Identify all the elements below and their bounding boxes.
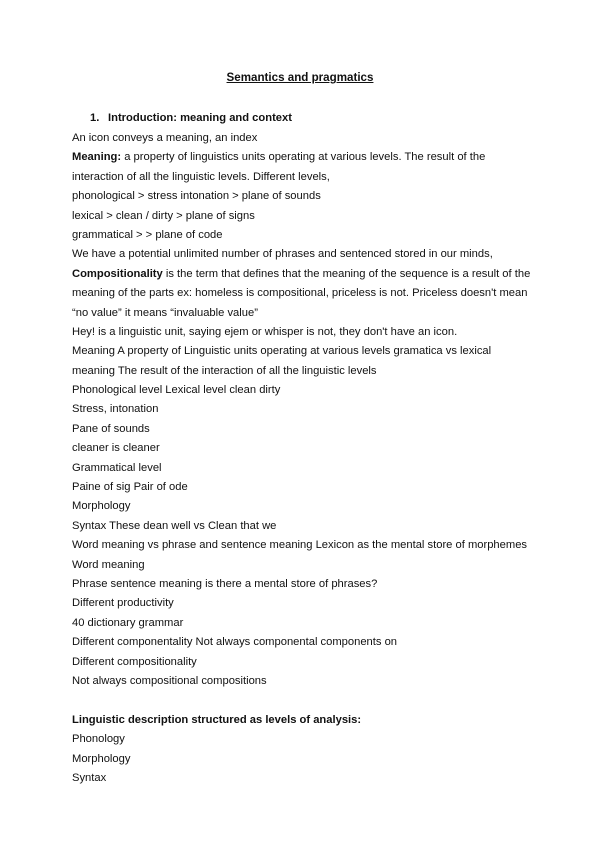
list-item: Phonology xyxy=(72,733,125,746)
paragraph-line: Grammatical level xyxy=(72,461,162,474)
paragraph-line: Word meaning vs phrase and sentence meaning Lexicon as the mental store of morphemes xyxy=(72,539,528,552)
blank-line xyxy=(72,691,542,710)
document-title: Semantics and pragmatics xyxy=(226,71,374,84)
paragraph-line: Pane of sounds xyxy=(72,422,150,435)
paragraph-line: Phrase sentence meaning is there a mental store of phrases? xyxy=(72,577,378,590)
paragraph-line: Stress, intonation xyxy=(72,403,159,416)
paragraph-line: We have a potential unlimited number of phrases and sentenced stored in our minds, xyxy=(72,248,493,261)
paragraph-line: 40 dictionary grammar xyxy=(72,616,184,629)
section-number: 1. xyxy=(90,112,100,124)
term-compositionality: Compositionality xyxy=(72,267,163,280)
section-heading-introduction xyxy=(90,112,292,124)
paragraph-line: Different productivity xyxy=(72,597,174,610)
paragraph-line: grammatical > > plane of code xyxy=(72,228,223,241)
paragraph-line: Hey! is a linguistic unit, saying ejem or whisper is not, they don't have an icon. xyxy=(72,325,458,338)
list-item: Morphology xyxy=(72,752,131,765)
paragraph-line: Different componentality Not always componental components on xyxy=(72,636,398,649)
section-heading-levels: Linguistic description structured as levels of analysis: xyxy=(72,713,362,726)
paragraph-line: phonological > stress intonation > plane of sounds xyxy=(72,190,321,203)
paragraph-line: Phonological level Lexical level clean dirty xyxy=(72,384,281,397)
paragraph-line: Word meaning xyxy=(72,558,145,571)
paragraph-line: “no value” it means “invaluable value” xyxy=(72,306,258,319)
paragraph-line: Syntax These dean well vs Clean that we xyxy=(72,519,277,532)
paragraph-line: Not always compositional compositions xyxy=(72,674,267,687)
document-body xyxy=(72,129,542,788)
paragraph-line: meaning of the parts ex: homeless is compositional, priceless is not. Priceless doesn't mean xyxy=(72,287,528,300)
paragraph-line: Different compositionality xyxy=(72,655,197,668)
paragraph-line: Compositionality is the term that defines that the meaning of the sequence is a result of the xyxy=(72,267,531,280)
paragraph-line: Morphology xyxy=(72,500,131,513)
paragraph-line: cleaner is cleaner xyxy=(72,442,160,455)
term-meaning: Meaning: xyxy=(72,151,122,164)
paragraph-line: meaning The result of the interaction of all the linguistic levels xyxy=(72,364,377,377)
paragraph-line: interaction of all the linguistic levels. Different levels, xyxy=(72,170,330,183)
paragraph-line: lexical > clean / dirty > plane of signs xyxy=(72,209,255,222)
list-item: Syntax xyxy=(72,771,107,784)
paragraph-line: An icon conveys a meaning, an index xyxy=(72,132,258,144)
paragraph-line: Paine of sig Pair of ode xyxy=(72,481,188,494)
paragraph-line: Meaning: a property of linguistics units operating at various levels. The result of the xyxy=(72,151,486,164)
section-heading-label: Introduction: meaning and context xyxy=(108,112,292,124)
paragraph-line: Meaning A property of Linguistic units operating at various levels gramatica vs lexical xyxy=(72,345,492,358)
